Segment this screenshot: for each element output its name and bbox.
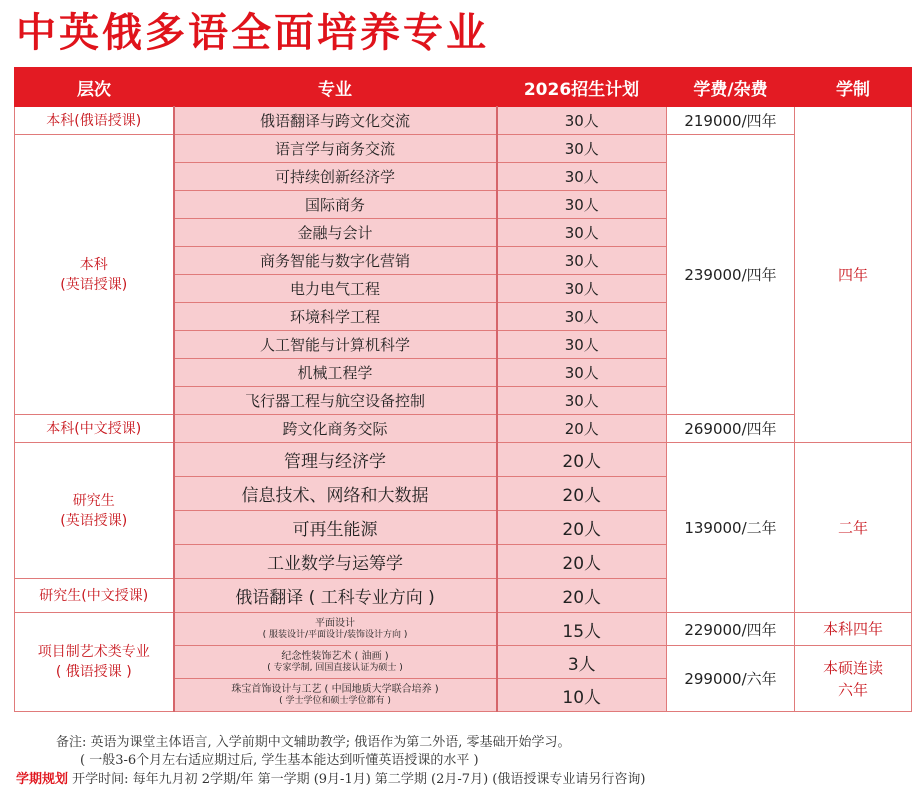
major-cell: 工业数学与运筹学 <box>174 545 497 579</box>
schedule-line <box>16 768 645 787</box>
major-cell: 电力电气工程 <box>174 275 497 303</box>
plan-cell: 30人 <box>497 275 667 303</box>
major-cell: 机械工程学 <box>174 359 497 387</box>
art-major-name: 珠宝首饰设计与工艺 ( 中国地质大学联合培养 ) <box>231 683 439 695</box>
plan-cell: 20人 <box>497 545 667 579</box>
major-cell: 商务智能与数字化营销 <box>174 247 497 275</box>
art-major-sub: ( 学士学位和硕士学位都有 ) <box>279 695 391 706</box>
plan-cell: 30人 <box>497 331 667 359</box>
note-line-2: ( 一般3-6个月左右适应期过后, 学生基本能达到听懂英语授课的水平 ) <box>80 753 479 768</box>
duration-art-2 <box>795 646 912 712</box>
plan-cell: 30人 <box>497 359 667 387</box>
plan-cell: 30人 <box>497 219 667 247</box>
level-art-line1: 项目制艺术类专业 <box>37 644 150 660</box>
art-major-sub: ( 专家学制, 回国直接认证为硕士 ) <box>267 662 403 673</box>
table-row <box>15 135 912 163</box>
page-title: 中英俄多语全面培养专业 <box>16 10 489 56</box>
schedule-text: 开学时间: 每年九月初 2学期/年 第一学期 (9月-1月) 第二学期 (2月-7月) (俄语授课专业请另行咨询) <box>72 772 646 787</box>
table-row <box>15 613 912 646</box>
level-en-bachelor <box>15 135 174 415</box>
plan-cell: 30人 <box>497 163 667 191</box>
major-cell: 信息技术、网络和大数据 <box>174 477 497 511</box>
note-line-1: 备注: 英语为课堂主体语言, 入学前期中文辅助教学; 俄语作为第二外语, 零基础开始学习。 <box>56 735 571 750</box>
plan-cell: 20人 <box>497 477 667 511</box>
plan-cell: 10人 <box>497 679 667 712</box>
plan-cell: 30人 <box>497 247 667 275</box>
major-cell: 国际商务 <box>174 191 497 219</box>
duration-art-2-line2: 六年 <box>837 680 868 699</box>
duration-bachelor: 四年 <box>795 107 912 443</box>
major-cell: 人工智能与计算机科学 <box>174 331 497 359</box>
major-cell: 可持续创新经济学 <box>174 163 497 191</box>
level-en-grad-line2: (英语授课) <box>60 512 128 529</box>
table-header-row <box>15 68 912 107</box>
major-cell: 语言学与商务交流 <box>174 135 497 163</box>
level-en-grad-line1: 研究生 <box>72 492 115 509</box>
major-cell: 俄语翻译与跨文化交流 <box>174 107 497 135</box>
major-cell: 金融与会计 <box>174 219 497 247</box>
header-major: 专业 <box>174 68 497 107</box>
fee-grad: 139000/二年 <box>667 443 795 613</box>
level-ru-bachelor: 本科(俄语授课) <box>15 107 174 135</box>
plan-cell: 3人 <box>497 646 667 679</box>
fee-ru-bachelor: 219000/四年 <box>667 107 795 135</box>
fee-cn-bachelor: 269000/四年 <box>667 415 795 443</box>
plan-cell: 20人 <box>497 443 667 477</box>
plan-cell: 20人 <box>497 579 667 613</box>
level-en-bachelor-line2: (英语授课) <box>60 276 128 293</box>
header-plan: 2026招生计划 <box>497 68 667 107</box>
plan-cell: 30人 <box>497 107 667 135</box>
level-art <box>15 613 174 712</box>
plan-cell: 20人 <box>497 415 667 443</box>
major-cell: 管理与经济学 <box>174 443 497 477</box>
table-row <box>15 415 912 443</box>
major-cell-art <box>174 613 497 646</box>
plan-cell: 30人 <box>497 303 667 331</box>
major-cell: 环境科学工程 <box>174 303 497 331</box>
fee-art-2: 299000/六年 <box>667 646 795 712</box>
major-cell-art <box>174 679 497 712</box>
level-art-line2: ( 俄语授课 ) <box>55 664 132 680</box>
level-cn-grad: 研究生(中文授课) <box>15 579 174 613</box>
plan-cell: 30人 <box>497 135 667 163</box>
art-major-name: 纪念性装饰艺术 ( 油画 ) <box>281 650 389 662</box>
table-row <box>15 107 912 135</box>
level-en-grad <box>15 443 174 579</box>
level-en-bachelor-line1: 本科 <box>79 256 108 273</box>
schedule-label: 学期规划 <box>16 772 69 787</box>
duration-art-2-line1: 本硕连读 <box>822 658 883 677</box>
duration-art-1: 本科四年 <box>795 613 912 646</box>
table-row <box>15 443 912 477</box>
plan-cell: 30人 <box>497 191 667 219</box>
plan-cell: 15人 <box>497 613 667 646</box>
major-cell: 俄语翻译 ( 工科专业方向 ) <box>174 579 497 613</box>
level-cn-bachelor: 本科(中文授课) <box>15 415 174 443</box>
plan-cell: 20人 <box>497 511 667 545</box>
fee-art-1: 229000/四年 <box>667 613 795 646</box>
art-major-name: 平面设计 <box>315 617 355 629</box>
majors-table <box>14 67 912 712</box>
fee-en-bachelor: 239000/四年 <box>667 135 795 415</box>
major-cell-art <box>174 646 497 679</box>
plan-cell: 30人 <box>497 387 667 415</box>
header-duration: 学制 <box>795 68 912 107</box>
header-fee: 学费/杂费 <box>667 68 795 107</box>
major-cell: 飞行器工程与航空设备控制 <box>174 387 497 415</box>
major-cell: 可再生能源 <box>174 511 497 545</box>
duration-grad: 二年 <box>795 443 912 613</box>
header-level: 层次 <box>15 68 174 107</box>
major-cell: 跨文化商务交际 <box>174 415 497 443</box>
art-major-sub: ( 服装设计/平面设计/装饰设计方向 ) <box>262 629 408 640</box>
